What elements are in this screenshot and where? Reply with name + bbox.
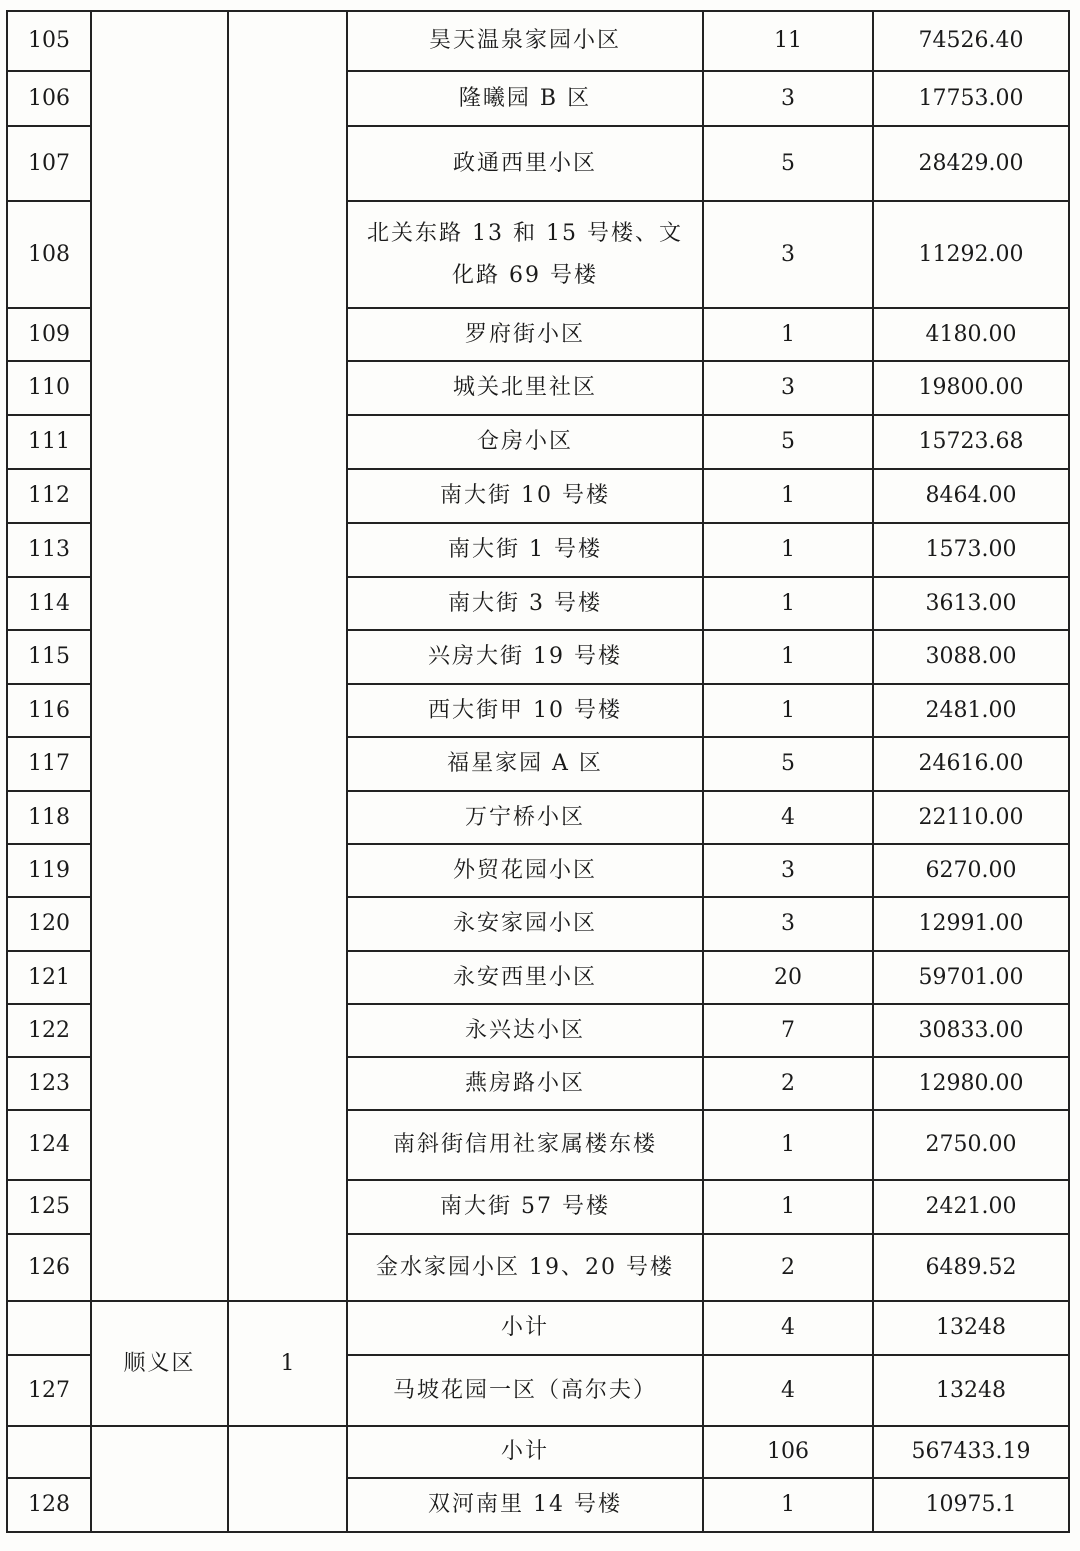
subtotal-label: 小计 [347,1301,703,1355]
community-name: 昊天温泉家园小区 [347,11,703,71]
floor-area: 13248 [873,1355,1069,1426]
row-number: 128 [7,1478,91,1532]
subtotal-area: 567433.19 [873,1426,1069,1478]
building-count: 4 [703,791,873,844]
row-number: 126 [7,1234,91,1301]
district-name: 顺义区 [91,1301,228,1426]
community-name: 南大街 57 号楼 [347,1180,703,1234]
community-table [6,10,1070,1533]
building-count: 1 [703,469,873,523]
floor-area: 15723.68 [873,415,1069,469]
community-name: 双河南里 14 号楼 [347,1478,703,1532]
building-count: 1 [703,684,873,737]
floor-area: 19800.00 [873,361,1069,415]
community-name: 罗府街小区 [347,308,703,361]
building-count: 1 [703,630,873,684]
floor-area: 22110.00 [873,791,1069,844]
row-number [7,1301,91,1355]
floor-area: 4180.00 [873,308,1069,361]
community-name: 万宁桥小区 [347,791,703,844]
building-count: 3 [703,71,873,126]
row-number: 127 [7,1355,91,1426]
subtotal-count: 106 [703,1426,873,1478]
building-count: 3 [703,897,873,951]
row-number [7,1426,91,1478]
row-number: 125 [7,1180,91,1234]
row-number: 114 [7,577,91,630]
building-count: 1 [703,308,873,361]
district-cell [91,1426,228,1532]
building-count: 1 [703,1110,873,1180]
community-name: 马坡花园一区（高尔夫） [347,1355,703,1426]
building-count: 11 [703,11,873,71]
floor-area: 10975.1 [873,1478,1069,1532]
building-count: 3 [703,361,873,415]
community-name: 兴房大街 19 号楼 [347,630,703,684]
building-count: 5 [703,737,873,791]
community-name: 南大街 3 号楼 [347,577,703,630]
building-count: 2 [703,1234,873,1301]
subtotal-label: 小计 [347,1426,703,1478]
subtotal-row [7,1301,1069,1355]
floor-area: 6270.00 [873,844,1069,897]
row-number: 108 [7,201,91,308]
building-count: 3 [703,201,873,308]
row-number: 123 [7,1057,91,1110]
community-name: 北关东路 13 和 15 号楼、文化路 69 号楼 [347,201,703,308]
community-name: 燕房路小区 [347,1057,703,1110]
building-count: 2 [703,1057,873,1110]
community-name: 外贸花园小区 [347,844,703,897]
building-count: 1 [703,577,873,630]
building-count: 5 [703,415,873,469]
floor-area: 2750.00 [873,1110,1069,1180]
community-name: 仓房小区 [347,415,703,469]
row-number: 120 [7,897,91,951]
community-name: 南大街 1 号楼 [347,523,703,577]
row-number: 119 [7,844,91,897]
floor-area: 8464.00 [873,469,1069,523]
row-number: 117 [7,737,91,791]
building-count: 5 [703,126,873,201]
building-count: 20 [703,951,873,1004]
row-number: 115 [7,630,91,684]
row-number: 109 [7,308,91,361]
floor-area: 28429.00 [873,126,1069,201]
row-number: 112 [7,469,91,523]
row-number: 107 [7,126,91,201]
district-count-cell [228,1426,347,1532]
district-cell [91,11,228,1301]
community-name: 永兴达小区 [347,1004,703,1057]
floor-area: 3613.00 [873,577,1069,630]
community-name: 隆曦园 B 区 [347,71,703,126]
building-count: 1 [703,523,873,577]
floor-area: 74526.40 [873,11,1069,71]
row-number: 122 [7,1004,91,1057]
building-count: 1 [703,1478,873,1532]
floor-area: 17753.00 [873,71,1069,126]
building-count: 1 [703,1180,873,1234]
district-count: 1 [228,1301,347,1426]
subtotal-row [7,1426,1069,1478]
table-row [7,11,1069,71]
floor-area: 59701.00 [873,951,1069,1004]
row-number: 106 [7,71,91,126]
subtotal-count: 4 [703,1301,873,1355]
row-number: 111 [7,415,91,469]
building-count: 3 [703,844,873,897]
community-name: 永安家园小区 [347,897,703,951]
floor-area: 24616.00 [873,737,1069,791]
community-name: 永安西里小区 [347,951,703,1004]
row-number: 124 [7,1110,91,1180]
row-number: 116 [7,684,91,737]
community-name: 南斜街信用社家属楼东楼 [347,1110,703,1180]
district-count-cell [228,11,347,1301]
row-number: 105 [7,11,91,71]
community-name: 福星家园 A 区 [347,737,703,791]
row-number: 118 [7,791,91,844]
floor-area: 1573.00 [873,523,1069,577]
community-name: 南大街 10 号楼 [347,469,703,523]
row-number: 110 [7,361,91,415]
floor-area: 3088.00 [873,630,1069,684]
floor-area: 12991.00 [873,897,1069,951]
floor-area: 11292.00 [873,201,1069,308]
floor-area: 6489.52 [873,1234,1069,1301]
building-count: 4 [703,1355,873,1426]
community-name: 金水家园小区 19、20 号楼 [347,1234,703,1301]
floor-area: 12980.00 [873,1057,1069,1110]
floor-area: 2421.00 [873,1180,1069,1234]
community-name: 西大街甲 10 号楼 [347,684,703,737]
community-name: 城关北里社区 [347,361,703,415]
floor-area: 30833.00 [873,1004,1069,1057]
building-count: 7 [703,1004,873,1057]
subtotal-area: 13248 [873,1301,1069,1355]
row-number: 121 [7,951,91,1004]
row-number: 113 [7,523,91,577]
community-name: 政通西里小区 [347,126,703,201]
floor-area: 2481.00 [873,684,1069,737]
